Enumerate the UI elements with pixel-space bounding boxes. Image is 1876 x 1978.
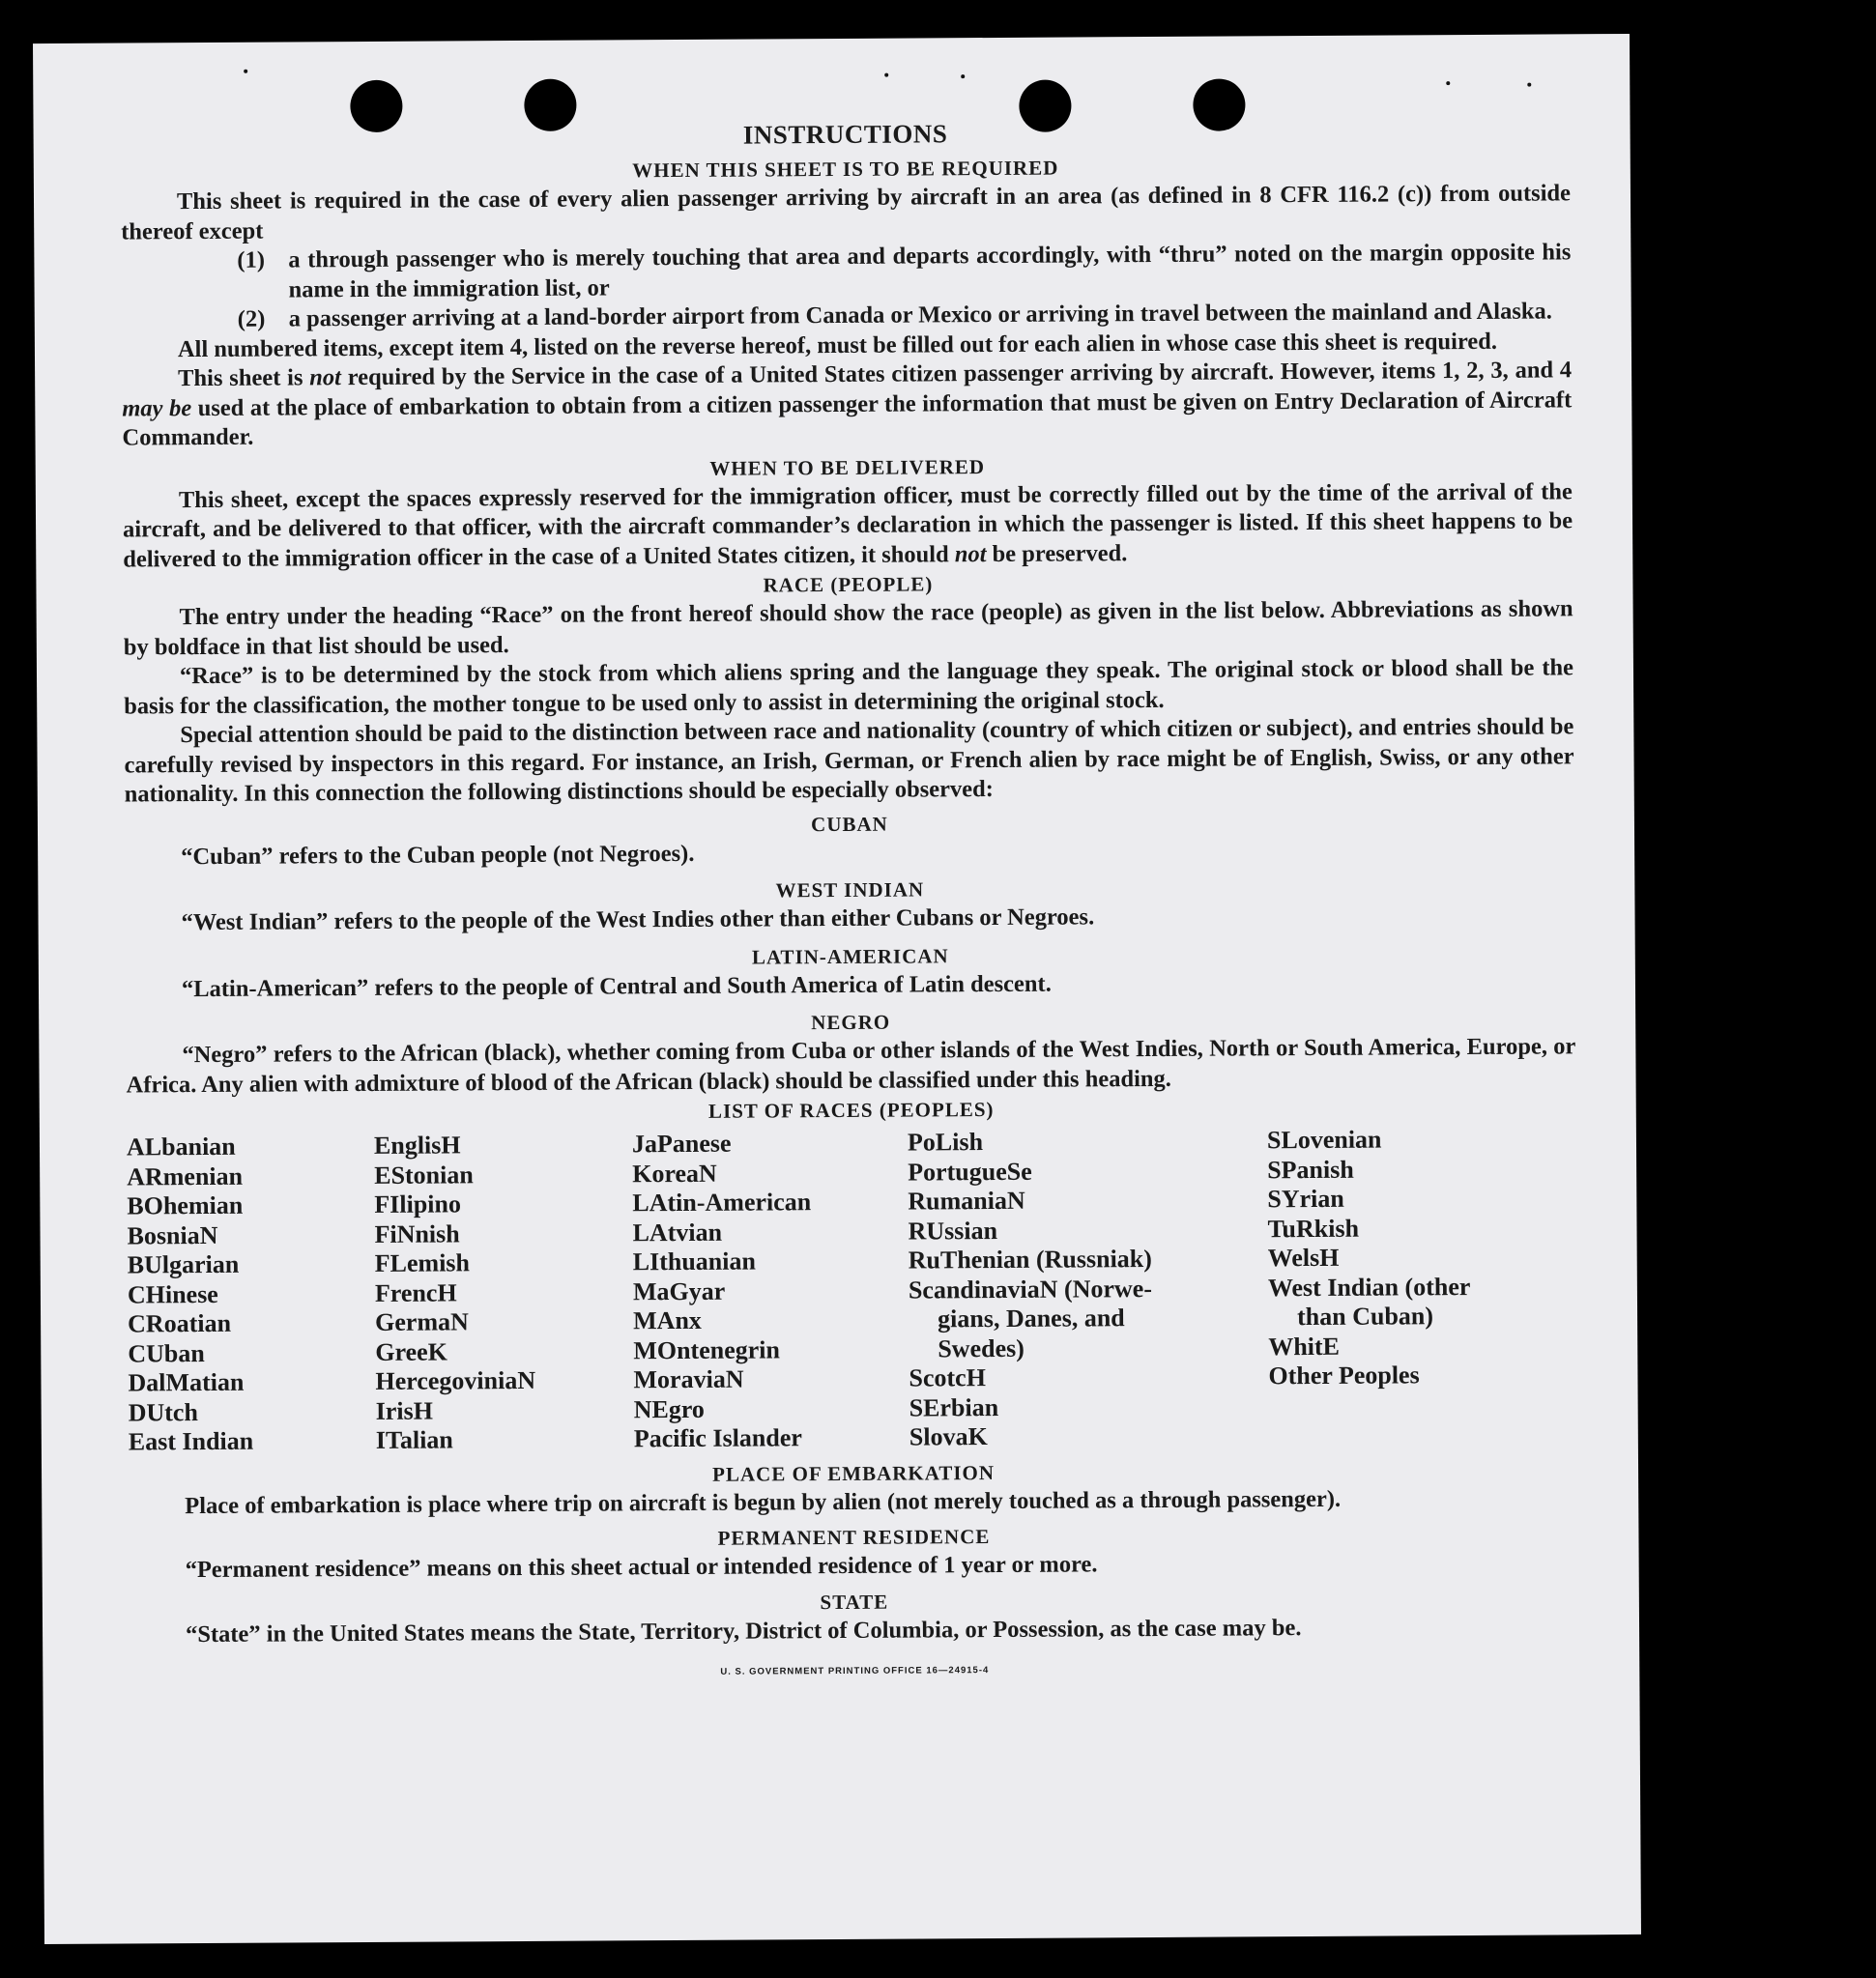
section-heading: LIST OF RACES (PEOPLES) bbox=[707, 1098, 995, 1123]
instructions-text bbox=[121, 113, 1580, 1691]
speck bbox=[884, 73, 888, 77]
race-item: ARmenian bbox=[127, 1161, 244, 1190]
race-item: JaPanese bbox=[631, 1129, 732, 1159]
races-table bbox=[127, 1124, 1578, 1457]
race-item: DalMatian bbox=[128, 1367, 245, 1397]
race-item: RuThenian (Russniak) bbox=[908, 1245, 1152, 1275]
list-item: (1) a through passenger who is merely touching that area and departs accordingly, with “thru” noted on the margin opposite his name in the immigration list, or bbox=[237, 239, 1572, 302]
race-item: ScandinaviaN (Norwe- bbox=[908, 1274, 1153, 1304]
race-item: MAnx bbox=[633, 1305, 702, 1335]
race-item: BUlgarian bbox=[127, 1249, 240, 1279]
race-item: West Indian (other bbox=[1267, 1272, 1471, 1302]
section-heading: PLACE OF EMBARKATION bbox=[712, 1460, 996, 1486]
race-item: WelsH bbox=[1267, 1243, 1340, 1273]
race-item: MaGyar bbox=[632, 1276, 726, 1305]
races-column-3 bbox=[632, 1129, 909, 1454]
race-item: ITalian bbox=[375, 1425, 453, 1454]
races-column-4 bbox=[908, 1126, 1269, 1452]
race-item: HercegoviniaN bbox=[375, 1365, 536, 1395]
race-item: East Indian bbox=[128, 1426, 254, 1456]
paragraph: This sheet is required in the case of every alien passenger arriving by aircraft in an area (as defined in 8 CFR 116.2 (c)) from outside thereof except bbox=[121, 180, 1572, 245]
race-item: SErbian bbox=[909, 1392, 999, 1422]
race-item: RUssian bbox=[908, 1216, 998, 1246]
race-item: FiNnish bbox=[374, 1218, 460, 1248]
races-column-5 bbox=[1267, 1124, 1559, 1449]
race-item: KoreaN bbox=[632, 1159, 717, 1188]
race-item: ALbanian bbox=[126, 1132, 236, 1161]
race-item: BOhemian bbox=[127, 1190, 244, 1220]
race-item: GreeK bbox=[375, 1336, 447, 1366]
race-item: BosniaN bbox=[127, 1220, 218, 1249]
race-item: CRoatian bbox=[128, 1308, 232, 1338]
race-item: WhitE bbox=[1268, 1332, 1341, 1361]
race-item: LAtvian bbox=[632, 1218, 723, 1247]
race-item: SLovenian bbox=[1266, 1125, 1382, 1155]
race-item: FrencH bbox=[374, 1277, 457, 1307]
race-item: Swedes) bbox=[938, 1333, 1025, 1362]
section-heading: WHEN TO BE DELIVERED bbox=[709, 454, 986, 480]
race-item: LAtin-American bbox=[632, 1188, 812, 1218]
paragraph: “State” in the United States means the State, Territory, District of Columbia, or Possession, as the case may be. bbox=[185, 1614, 1302, 1648]
race-item: than Cuban) bbox=[1296, 1302, 1434, 1332]
race-item: FIlipino bbox=[374, 1190, 462, 1218]
section-heading: STATE bbox=[820, 1590, 889, 1614]
race-item: EStonian bbox=[374, 1160, 474, 1190]
paragraph: All numbered items, except item 4, listed on the reverse hereof, must be filled out for each alien in whose case this sheet is required. bbox=[177, 328, 1498, 362]
race-item: FLemish bbox=[374, 1248, 471, 1277]
section-heading: CUBAN bbox=[811, 812, 888, 836]
race-item: PoLish bbox=[907, 1128, 984, 1157]
speck bbox=[1527, 83, 1531, 87]
race-item: MoraviaN bbox=[633, 1364, 744, 1394]
paragraph: Place of embarkation is place where trip on aircraft is begun by alien (not merely touched as a through passenger). bbox=[185, 1485, 1342, 1519]
section-heading: WHEN THIS SHEET IS TO BE REQUIRED bbox=[632, 156, 1059, 183]
race-item: PortugueSe bbox=[908, 1157, 1032, 1187]
race-item: CHinese bbox=[127, 1279, 218, 1308]
paragraph: “Permanent residence” means on this sheet actual or intended residence of 1 year or more. bbox=[185, 1551, 1098, 1584]
race-item: Pacific Islander bbox=[633, 1423, 802, 1453]
paragraph: “Cuban” refers to the Cuban people (not Negroes). bbox=[181, 840, 695, 870]
paragraph: The entry under the heading “Race” on the front hereof should show the race (people) as given in the list below. Abbreviations as shown by boldface in that list should be used. bbox=[123, 595, 1573, 661]
section-heading: WEST INDIAN bbox=[775, 877, 925, 903]
race-item: NEgro bbox=[633, 1394, 705, 1423]
paragraph: “West Indian” refers to the people of the West Indies other than either Cubans or Negroes. bbox=[181, 903, 1095, 936]
race-item: SPanish bbox=[1267, 1155, 1354, 1184]
list-item: (2) a passenger arriving at a land-border airport from Canada or Mexico or arriving in travel between the mainland and Alaska. bbox=[237, 298, 1552, 332]
paragraph: “Negro” refers to the African (black), whether coming from Cuba or other islands of the West Indies, North or South America, Europe, or Africa. Any alien with admixture of blood of the African (black) should be classified under this heading. bbox=[126, 1033, 1576, 1098]
race-item: DUtch bbox=[128, 1397, 198, 1426]
race-item: SlovaK bbox=[909, 1422, 988, 1451]
race-item: EnglisH bbox=[373, 1131, 461, 1160]
race-item: Other Peoples bbox=[1268, 1361, 1420, 1390]
race-item: gians, Danes, and bbox=[937, 1304, 1125, 1333]
race-item: GermaN bbox=[375, 1307, 469, 1336]
race-item: ScotcH bbox=[909, 1363, 986, 1392]
race-item: MOntenegrin bbox=[633, 1334, 781, 1364]
paragraph: Special attention should be paid to the distinction between race and nationality (country of which citizen or subject), and entries should be carefully revised by inspectors in this regard. For instance, an Irish, German, or French alien by race might be of English, Swiss, or any other nationality. In this connection the following distinctions should be especially observed: bbox=[124, 713, 1574, 808]
race-item: SYrian bbox=[1267, 1184, 1344, 1214]
races-column-2 bbox=[374, 1130, 634, 1455]
printer-imprint: U. S. GOVERNMENT PRINTING OFFICE 16—24915-4 bbox=[720, 1665, 990, 1677]
paragraph: This sheet, except the spaces expressly reserved for the immigration officer, must be correctly filled out by the time of the arrival of the aircraft, and be delivered to that officer, with the aircraft commander’s declaration in which the passenger is listed. If this sheet happens to be delivered to the immigration officer in the case of a United States citizen, it should not be preserved. bbox=[122, 477, 1573, 573]
race-item: LIthuanian bbox=[632, 1247, 756, 1276]
paragraph: “Latin-American” refers to the people of Central and South America of Latin descent. bbox=[181, 970, 1052, 1002]
speck bbox=[244, 70, 247, 73]
paragraph: “Race” is to be determined by the stock from which aliens spring and the language they speak. The original stock or blood shall be the basis for the classification, the mother tongue to be used only to assist in determining the original stock. bbox=[124, 654, 1574, 720]
race-item: CUban bbox=[128, 1338, 205, 1367]
race-item: IrisH bbox=[375, 1396, 433, 1425]
race-item: RumaniaN bbox=[908, 1186, 1025, 1216]
races-column-1 bbox=[127, 1132, 376, 1457]
section-heading: NEGRO bbox=[811, 1010, 891, 1035]
section-heading: LATIN-AMERICAN bbox=[751, 943, 949, 969]
document-sheet bbox=[33, 34, 1641, 1944]
speck bbox=[961, 74, 965, 78]
race-item: TuRkish bbox=[1267, 1214, 1360, 1243]
page-title: INSTRUCTIONS bbox=[742, 119, 948, 150]
section-heading: RACE (PEOPLE) bbox=[763, 572, 934, 597]
section-heading: PERMANENT RESIDENCE bbox=[717, 1525, 991, 1550]
paragraph: This sheet is not required by the Service in the case of a United States citizen passenger arriving by aircraft. However, items 1, 2, 3, and 4 may be used at the place of embarkation to obtain from a citizen passenger the information that must be given on Entry Declaration of Aircraft Commander. bbox=[122, 357, 1573, 451]
speck bbox=[1446, 81, 1450, 85]
